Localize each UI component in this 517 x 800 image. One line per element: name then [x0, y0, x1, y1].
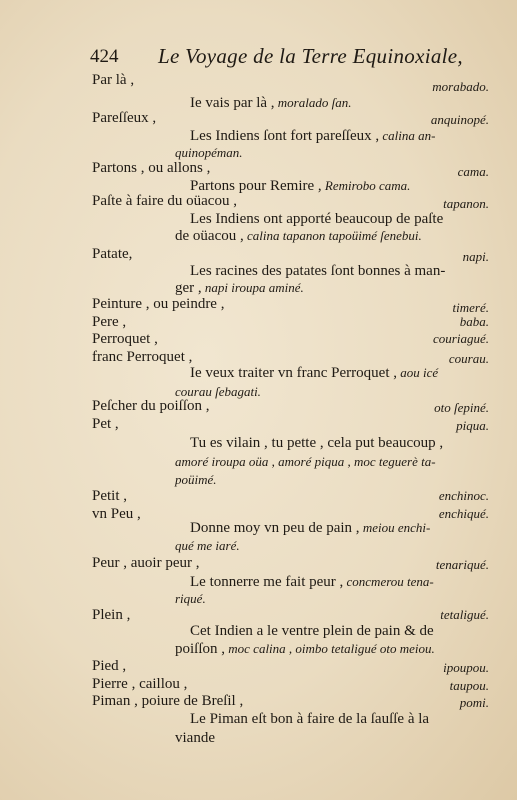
example-line	[175, 641, 435, 658]
gloss-translation	[434, 400, 489, 416]
example-line	[175, 228, 422, 245]
italic-translation: napi iroupa aminé.	[201, 280, 304, 295]
line-text: de oüacou ,	[175, 228, 244, 244]
entry-term	[92, 693, 243, 710]
example-line	[190, 711, 429, 728]
line-text: timeré.	[452, 300, 489, 315]
line-text: Tu es vilain , tu pette , cela put beaucoup ,	[190, 435, 444, 451]
gloss-translation	[460, 695, 489, 711]
entry-term	[92, 246, 132, 263]
line-text: tenariqué.	[435, 557, 489, 572]
line-text: courau.	[448, 351, 489, 366]
line-text: tetaligué.	[440, 607, 489, 622]
example-line	[190, 365, 438, 382]
italic-translation: moc calina , oimbo tetaligué oto meiou.	[225, 641, 435, 656]
italic-translation: moralado ſan.	[274, 95, 352, 110]
italic-translation: amoré iroupa oüa , amoré piqua , moc teguerè ta-	[175, 454, 436, 469]
entry-term	[92, 296, 224, 313]
line-text: Pere ,	[92, 314, 127, 330]
line-text: enchinoc.	[438, 488, 489, 503]
gloss-translation	[439, 488, 489, 504]
line-text: Piman , poiure de Breſil ,	[92, 693, 244, 709]
line-text: anquinopé.	[430, 112, 489, 127]
entry-term	[92, 506, 141, 523]
entry-term	[92, 160, 210, 177]
italic-translation: courau ſebagati.	[175, 384, 261, 399]
gloss-translation	[463, 249, 489, 265]
line-text: Ie vais par là ,	[190, 95, 275, 111]
line-text: Perroquet ,	[92, 331, 158, 347]
line-text: piqua.	[456, 418, 489, 433]
example-line	[175, 472, 217, 489]
example-line	[175, 280, 304, 297]
italic-translation: meiou enchi-	[359, 520, 431, 535]
line-text: cama.	[457, 164, 489, 179]
gloss-translation	[449, 351, 489, 367]
italic-translation: quinopéman.	[175, 145, 243, 160]
gloss-translation	[439, 506, 489, 522]
entry-term	[92, 110, 156, 127]
line-text: tapanon.	[443, 196, 489, 211]
italic-translation: Remirobo cama.	[321, 178, 411, 193]
line-text: Le Piman eſt bon à faire de la ſauſſe à la	[190, 711, 430, 727]
entry-term	[92, 193, 237, 210]
example-line	[190, 263, 445, 280]
italic-translation: concmerou tena-	[343, 574, 434, 589]
entry-term	[92, 607, 130, 624]
line-text: Les Indiens ſont fort pareſſeux ,	[190, 128, 380, 144]
italic-translation: poüimé.	[175, 472, 217, 487]
italic-translation: riqué.	[175, 591, 206, 606]
gloss-translation	[450, 678, 489, 694]
line-text: Peur , auoir peur ,	[92, 555, 200, 571]
entry-term	[92, 658, 126, 675]
example-line	[190, 95, 351, 112]
line-text: ipoupou.	[443, 660, 489, 675]
line-text: Partons , ou allons ,	[92, 160, 211, 176]
line-text: oto ſepiné.	[434, 400, 489, 415]
line-text: morabado.	[432, 79, 489, 94]
gloss-translation	[436, 557, 489, 573]
entry-term	[92, 72, 134, 89]
line-text: Patate,	[92, 246, 133, 262]
entry-term	[92, 349, 192, 366]
line-text: enchiqué.	[438, 506, 489, 521]
gloss-translation	[458, 164, 489, 180]
example-line	[175, 454, 436, 471]
example-line	[190, 574, 434, 591]
entry-term	[92, 555, 199, 572]
gloss-translation	[431, 112, 489, 128]
running-title: Le Voyage de la Terre Equinoxiale,	[158, 44, 463, 68]
line-text: napi.	[462, 249, 489, 264]
line-text: franc Perroquet ,	[92, 349, 193, 365]
line-text: Pied ,	[92, 658, 127, 674]
line-text: Cet Indien a le ventre plein de pain & de	[190, 623, 434, 639]
line-text: Paſte à faire du oüacou ,	[92, 193, 237, 209]
italic-translation: calina tapanon tapoüimé ſenebui.	[243, 228, 422, 243]
line-text: taupou.	[449, 678, 489, 693]
example-line	[190, 623, 434, 640]
line-text: Peinture , ou peindre ,	[92, 296, 225, 312]
line-text: pomi.	[459, 695, 489, 710]
line-text: Le tonnerre me fait peur ,	[190, 574, 344, 590]
line-text: ger ,	[175, 280, 202, 296]
entry-term	[92, 416, 119, 433]
gloss-translation	[432, 79, 489, 95]
line-text: Ie veux traiter vn franc Perroquet ,	[190, 365, 397, 381]
entry-term	[92, 331, 158, 348]
gloss-translation	[456, 418, 489, 434]
line-text: Peſcher du poiſſon ,	[92, 398, 210, 414]
line-text: baba.	[459, 314, 489, 329]
line-text: Pareſſeux ,	[92, 110, 157, 126]
example-line	[175, 730, 215, 747]
entry-term	[92, 398, 209, 415]
line-text: poiſſon ,	[175, 641, 226, 657]
page-number: 424	[90, 46, 119, 67]
entry-term	[92, 676, 187, 693]
example-line	[190, 435, 443, 452]
example-line	[190, 128, 435, 145]
line-text: Partons pour Remire ,	[190, 178, 322, 194]
example-line	[190, 211, 443, 228]
gloss-translation	[433, 331, 489, 347]
line-text: Donne moy vn peu de pain ,	[190, 520, 360, 536]
gloss-translation	[443, 660, 489, 676]
line-text: viande	[175, 730, 215, 746]
line-text: Les Indiens ont apporté beaucoup de paſte	[190, 211, 444, 227]
gloss-translation	[440, 607, 489, 623]
example-line	[190, 520, 430, 537]
line-text: Plein ,	[92, 607, 131, 623]
line-text: couriagué.	[433, 331, 489, 346]
entry-term	[92, 488, 127, 505]
gloss-translation	[460, 314, 489, 330]
line-text: Par là ,	[92, 72, 135, 88]
line-text: Les racines des patates ſont bonnes à man-	[190, 263, 446, 279]
line-text: vn Peu ,	[92, 506, 141, 522]
line-text: Pierre , caillou ,	[92, 676, 188, 692]
entry-term	[92, 314, 126, 331]
line-text: Pet ,	[92, 416, 119, 432]
line-text: Petit ,	[92, 488, 128, 504]
example-line	[175, 591, 206, 608]
italic-translation: calina an-	[379, 128, 436, 143]
italic-translation: aou icé	[397, 365, 439, 380]
italic-translation: qué me iaré.	[175, 538, 240, 553]
example-line	[175, 538, 240, 555]
gloss-translation	[443, 196, 489, 212]
